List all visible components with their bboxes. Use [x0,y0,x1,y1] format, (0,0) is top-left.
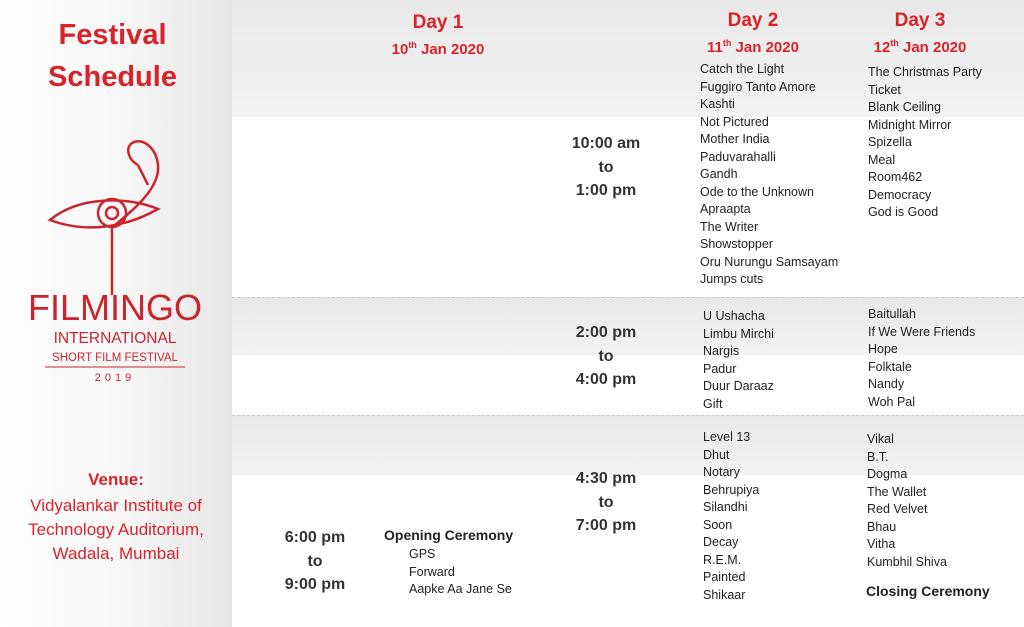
logo-name: FILMINGO [27,287,203,328]
venue-line: Technology Auditorium, [28,520,204,539]
festival-logo [20,125,210,390]
list-item: Midnight Mirror [868,117,952,132]
list-item: If We Were Friends [868,324,976,339]
day1-title: Day 1 [412,12,464,33]
time-slot-afternoon: 2:00 pm to 4:00 pm [575,324,637,388]
list-item: Duur Daraaz [703,379,774,393]
day3-afternoon-list [868,306,975,411]
list-item: Nandy [868,377,905,391]
day3-date: 12th Jan 2020 [873,38,967,56]
divider [232,415,1024,416]
day2-morning-list [700,61,838,289]
opening-ceremony: Opening Ceremony [384,527,514,543]
list-item: Vikal [867,432,894,446]
list-item: Red Velvet [867,502,928,516]
list-item: Forward [409,564,455,579]
list-item: Paduvarahalli [700,149,776,164]
sidebar [0,0,232,627]
list-item: U Ushacha [703,309,765,323]
list-item: Gift [703,396,723,411]
list-item: Silandhi [703,500,748,514]
list-item: Kumbhil Shiva [867,554,947,569]
list-item: Kashti [700,97,735,111]
list-item: Gandh [700,167,738,181]
list-item: Catch the Light [700,62,785,76]
list-item: Bhau [867,519,897,534]
time-slot-morning: 10:00 am to 1:00 pm [571,135,641,199]
venue-label: Venue: [88,470,144,489]
list-item: Oru Nurungu Samsayam [700,254,839,269]
list-item: B.T. [867,449,889,464]
list-item: Painted [703,570,746,584]
list-item: Soon [703,517,733,532]
list-item: Ode to the Unknown [700,184,814,199]
list-item: Folktale [868,359,912,374]
flamingo-icon [20,125,210,390]
time-slot-evening: 4:30 pm to 7:00 pm [575,470,637,534]
list-item: Jumps cuts [700,272,764,286]
venue-line: Vidyalankar Institute of [30,496,202,515]
list-item: Meal [868,152,896,167]
list-item: Aapke Aa Jane Se [409,582,512,596]
time-slot-day1-evening: 6:00 pm to 9:00 pm [284,529,346,593]
list-item: Vitha [867,537,896,551]
day2-evening-list [703,429,759,604]
list-item: Notary [703,465,740,479]
list-item: Spizella [868,135,912,149]
list-item: Woh Pal [868,394,916,409]
closing-ceremony: Closing Ceremony [866,583,990,599]
list-item: GPS [409,547,436,561]
list-item: Not Pictured [700,114,769,129]
list-item: The Writer [700,219,759,234]
day2-afternoon-list [703,308,774,413]
list-item: The Wallet [867,484,927,499]
list-item: Mother India [700,132,770,146]
list-item: Hope [868,342,898,356]
day3-morning-list [868,64,982,222]
list-item: Fuggiro Tanto Amore [700,79,816,94]
page-title-line2: Schedule [48,61,177,93]
list-item: Decay [703,535,739,549]
logo-year: 2019 [94,372,136,384]
day2-date: 11th Jan 2020 [707,38,799,56]
logo-line3: SHORT FILM FESTIVAL [52,352,178,364]
list-item: God is Good [868,205,939,219]
day1-date: 10th Jan 2020 [391,40,485,58]
day2-title: Day 2 [727,10,779,31]
list-item: Level 13 [703,430,751,444]
logo-line2: INTERNATIONAL [53,330,177,347]
list-item: Shikaar [703,587,746,602]
list-item: Apraapta [700,202,751,216]
day3-evening-list [867,431,947,571]
list-item: Dogma [867,467,908,481]
list-item: Behrupiya [703,482,760,497]
list-item: Padur [703,361,737,376]
list-item: Showstopper [700,237,773,251]
list-item: The Christmas Party [868,65,982,79]
list-item: Limbu Mirchi [703,326,774,341]
list-item: Dhut [703,447,730,462]
venue-line: Wadala, Mumbai [52,544,180,563]
list-item: Democracy [868,187,932,202]
list-item: R.E.M. [703,552,742,567]
list-item: Baitullah [868,307,916,321]
list-item: Ticket [868,82,901,97]
list-item: Nargis [703,344,740,358]
day3-title: Day 3 [894,10,946,31]
page-title-line1: Festival [58,19,167,51]
divider [232,297,1024,298]
day1-evening-list [409,546,512,599]
list-item: Blank Ceiling [868,100,941,114]
list-item: Room462 [868,170,923,184]
